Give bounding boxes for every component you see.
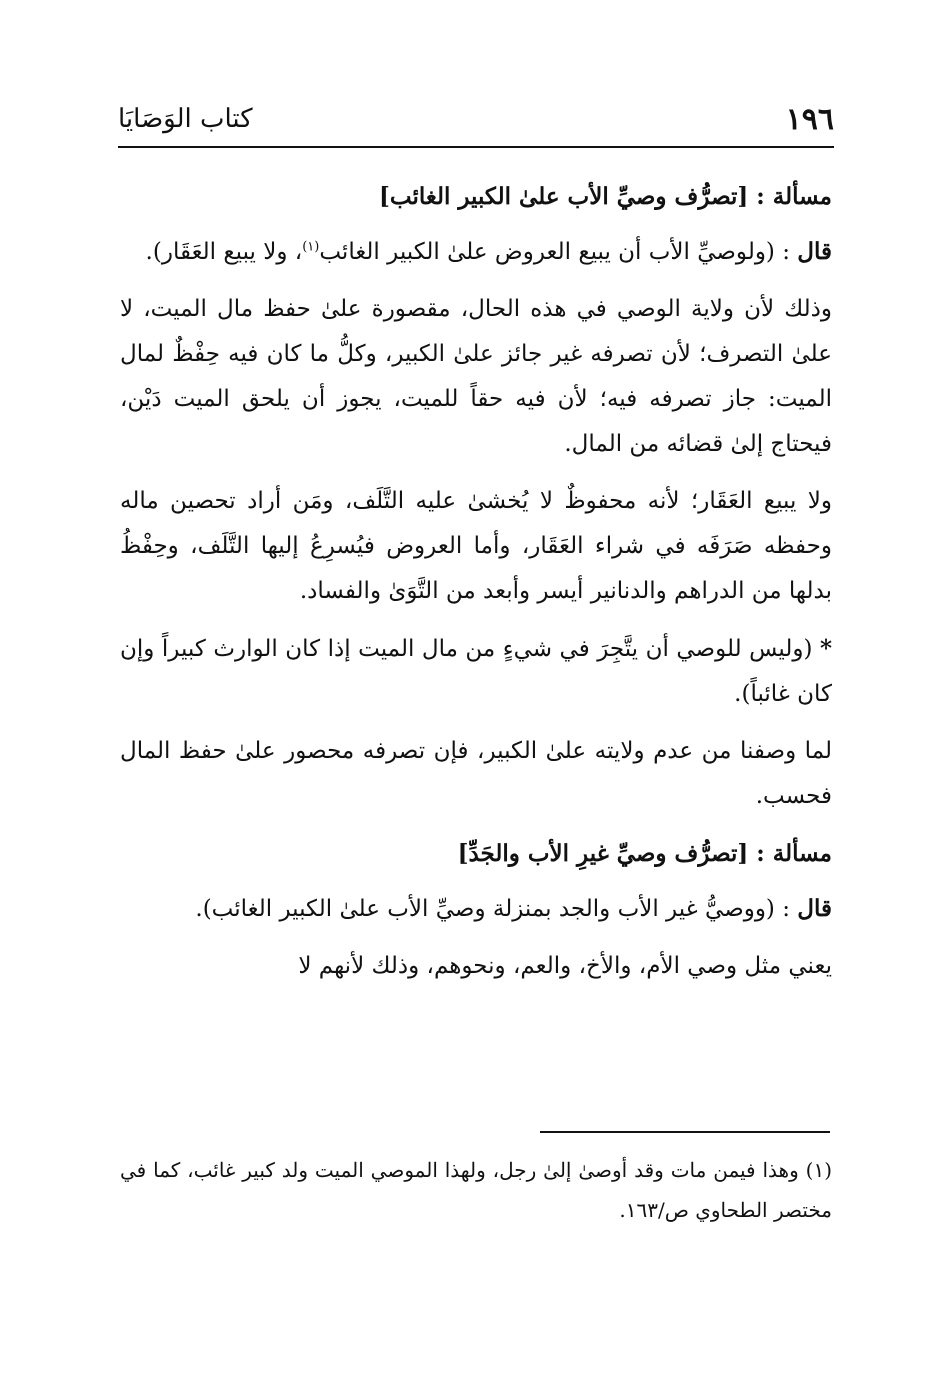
commentary-paragraph-3: لما وصفنا من عدم ولايته علىٰ الكبير، فإن تصرفه محصور علىٰ حفظ المال فحسب. — [120, 738, 832, 809]
main-text — [120, 166, 832, 1001]
ruling-text: (وليس للوصي أن يتَّجِرَ في شيءٍ من مال الميت إذا كان الوارث كبيراً وإن كان غائباً). — [120, 636, 832, 707]
commentary-paragraph-4: يعني مثل وصي الأم، والأخ، والعم، ونحوهم، وذلك لأنهم لا — [298, 953, 832, 979]
quoted-ruling-3 — [120, 886, 832, 932]
book-title: كتاب الوَصَايَا — [118, 104, 253, 134]
running-header — [118, 100, 834, 144]
header-rule — [118, 146, 834, 148]
qal-label: قال — [797, 238, 832, 265]
quoted-ruling-2 — [120, 626, 832, 717]
footnote-ref: (١) — [302, 239, 320, 255]
footnotes-area — [120, 1150, 832, 1230]
commentary-paragraph-1: وذلك لأن ولاية الوصي في هذه الحال، مقصورة علىٰ حفظ مال الميت، لا علىٰ التصرف؛ لأن تصرفه غير جائز علىٰ الكبير، وكلُّ ما كان فيه حِفْظٌ لمال الميت: جاز تصرفه فيه؛ لأن فيه حقاً للميت، يجوز أن يلحق الميت دَيْن، فيحتاج إلىٰ قضائه من المال. — [120, 296, 832, 457]
asterisk-marker: * — [819, 635, 832, 662]
ruling-text-part1: : (ولوصيِّ الأب أن يبيع العروض علىٰ الكبير الغائب — [319, 239, 798, 265]
ruling-text-part2: ، ولا يبيع العَقَار). — [145, 239, 303, 265]
footnote-separator — [540, 1131, 830, 1133]
qal-label: قال — [797, 895, 832, 922]
commentary-paragraph-2: ولا يبيع العَقَار؛ لأنه محفوظٌ لا يُخشىٰ عليه التَّلَف، ومَن أراد تحصين ماله وحفظه صَرَفَه في شراء العَقَار، وأما العروض فيُسرِعُ إليها التَّلَف، وحِفْظُ بدلها من الدراهم والدنانير أيسر وأبعد من التَّوَىٰ والفساد. — [120, 488, 832, 604]
footnote-1: (١) وهذا فيمن مات وقد أوصىٰ إلىٰ رجل، ولهذا الموصي الميت ولد كبير غائب، كما في مختصر الطحاوي ص/١٦٣. — [120, 1158, 832, 1222]
quoted-ruling-1 — [120, 229, 832, 275]
ruling-text: : (ووصيُّ غير الأب والجد بمنزلة وصيِّ الأب علىٰ الكبير الغائب). — [195, 896, 798, 922]
page-number: ١٩٦ — [785, 102, 834, 137]
section-heading-2: مسألة : [تصرُّف وصيِّ غيرِ الأب والجَدِّ] — [457, 840, 832, 867]
section-heading-1: مسألة : [تصرُّف وصيِّ الأب علىٰ الكبير الغائب] — [378, 183, 832, 210]
